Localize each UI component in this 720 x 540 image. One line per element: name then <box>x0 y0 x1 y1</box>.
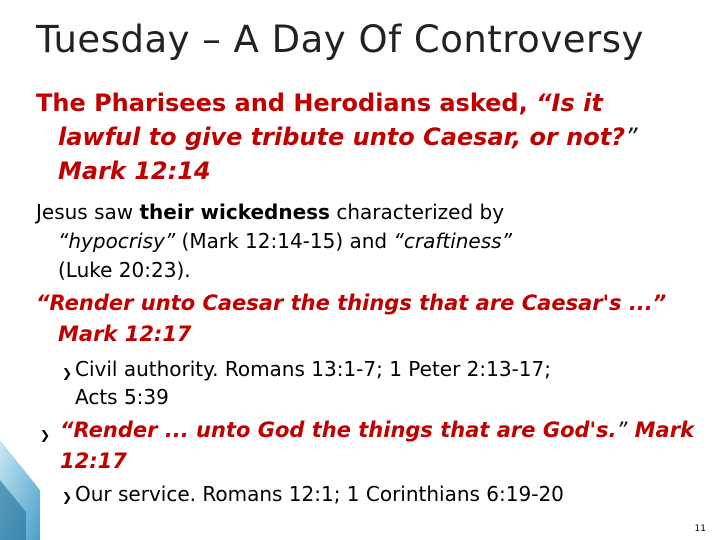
luke-ref-text: (Luke 20:23). <box>58 258 191 282</box>
paragraph-render-caesar <box>36 288 666 350</box>
render-god-reference: 12:17 <box>60 449 127 473</box>
sub-bullet-civil-authority <box>75 355 551 411</box>
paragraph-question <box>36 86 638 188</box>
render-god-close-quote: ” <box>616 418 628 442</box>
characterized-text: characterized by <box>329 200 505 224</box>
question-text: lawful to give tribute unto Caesar, or not? <box>58 123 626 151</box>
render-caesar-quote: “Render unto Caesar the things that are Caesar's ...” <box>36 291 667 315</box>
paragraph-jesus-saw <box>36 198 512 285</box>
sub-bullet-our-service <box>75 480 564 508</box>
question-reference: Mark 12:14 <box>58 157 211 185</box>
bullet-icon: ❯ <box>62 366 73 380</box>
bullet-icon: ❯ <box>62 490 73 504</box>
render-caesar-reference: Mark 12:17 <box>58 322 192 346</box>
wickedness-text: their wickedness <box>139 200 330 224</box>
corner-decoration <box>0 420 60 540</box>
page-number: 11 <box>694 524 706 534</box>
question-quote-start: “Is it <box>536 89 603 117</box>
render-god-quote: “Render ... unto God the things that are God's. <box>60 418 617 442</box>
civil-authority-line2: Acts 5:39 <box>75 385 169 409</box>
jesus-saw-text: Jesus saw <box>36 200 140 224</box>
bullet-icon: ❯ <box>40 428 51 442</box>
question-close-quote: ” <box>625 123 638 151</box>
craftiness-text: “craftiness” <box>393 229 512 253</box>
civil-authority-line1: Civil authority. Romans 13:1-7; 1 Peter 2:13-17; <box>75 357 551 381</box>
render-god-mark: Mark <box>627 418 695 442</box>
slide-title: Tuesday – A Day Of Controversy <box>36 18 644 61</box>
question-intro: The Pharisees and Herodians asked, <box>36 89 537 117</box>
hypocrisy-text: “hypocrisy” <box>58 229 176 253</box>
our-service-line: Our service. Romans 12:1; 1 Corinthians 6:19-20 <box>75 482 564 506</box>
mark-ref-text: (Mark 12:14-15) and <box>175 229 394 253</box>
paragraph-render-god <box>60 415 694 477</box>
